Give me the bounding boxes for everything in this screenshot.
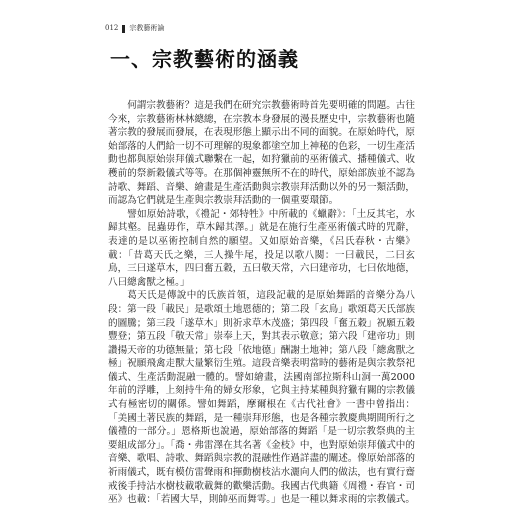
running-head	[105, 24, 164, 33]
paragraph-3: 葛天氏是傳說中的氏族首領，這段記載的是原始舞蹈的音樂分為八段：第一段「載民」是歌頌土地恩德的；第二段「玄鳥」歌頌葛天氏部族的圖騰；第三段「遂草木」則祈求草木茂盛；第四段「奮五穀」祝願五穀豐登；第五段「敬天常」崇奉上天，對其表示敬意；第六段「建帝功」則讚揚天帝的功德無量；第七段「依地德」酬謝土地神；第八段「總禽獸之極」祝願飛禽走獸大量繁衍生殖。這段音樂表明當時的藝術是與宗教祭祀儀式、生產活動混融一體的。譬如繪畫，法國南部拉斯科山洞一萬2000年前的浮雕，上刻持牛角的婦女形象，它與主持某種與狩獵有關的宗教儀式有極密切的關係。譬如舞蹈，摩爾根在《古代社會》一書中曾指出：「美國土著民族的舞蹈，是一種崇拜形態，也是各種宗教慶典期間所行之儀禮的一部分。」恩格斯也說過，原始部落的舞蹈「是一切宗教祭典的主要組成部分」。「喬・弗雷澤在其名著《金枝》中，也對原始崇拜儀式中的音樂、歌唱、詩歌、舞蹈與宗教的混融性作過詳盡的闡述。像原始部落的祈雨儀式，既有模仿雷聲雨和揮動樹枝沾水灑向人們的做法，也有實行齋戒後手持沾水樹枝載歌載舞的歡樂活動。我國古代典籍《周禮・春官・司巫》也載：「若國大旱，則帥巫而舞雩。」也是一種以舞求雨的宗教儀式。	[108, 290, 415, 506]
book-title: 宗教藝術論	[129, 24, 165, 32]
header-bar-mark	[122, 25, 125, 33]
paragraph-1: 何謂宗教藝術？這是我們在研究宗教藝術時首先要明確的問題。古往今來，宗教藝術林林總總，在宗教本身發展的漫長歷史中，宗教藝術也隨著宗教的發展而發展，在表現形態上顯示出不同的面貌。在原始時代，原始部落的人們給一切不可理解的現象都塗空加上神秘的色彩，一切生產活動也都與原始崇拜儀式聯繫在一起，如狩獵前的巫術儀式、播種儀式、收穫前的祭新穀儀式等等。在那個神靈無所不在的時代，原始部族並不認為詩歌、舞蹈、音樂、繪畫是生產活動與宗教崇拜活動以外的另一類活動，而認為它們就是生產與宗教崇拜活動的一個重要環節。	[108, 100, 415, 207]
page-number: 012	[105, 24, 119, 32]
chapter-title: 一、宗教藝術的涵義	[110, 47, 299, 71]
paragraph-2: 譬如原始詩歌，《禮記・郊特牲》中所載的《蠟辭》：「土反其宅，水歸其壑。昆蟲毋作，草木歸其澤。」就是在施行生產巫術儀式時的咒辭，表達的是以巫術控制自然的願望。又如原始音樂，《呂氏春秋・古樂》載：「昔葛天氏之樂，三人操牛尾，投足以歌八闋：一曰載民，二曰玄鳥，三曰遂草木，四曰奮五穀，五曰敬天常，六曰建帝功，七曰依地德，八曰總禽獸之極。」	[108, 208, 415, 288]
body-text	[108, 99, 415, 507]
